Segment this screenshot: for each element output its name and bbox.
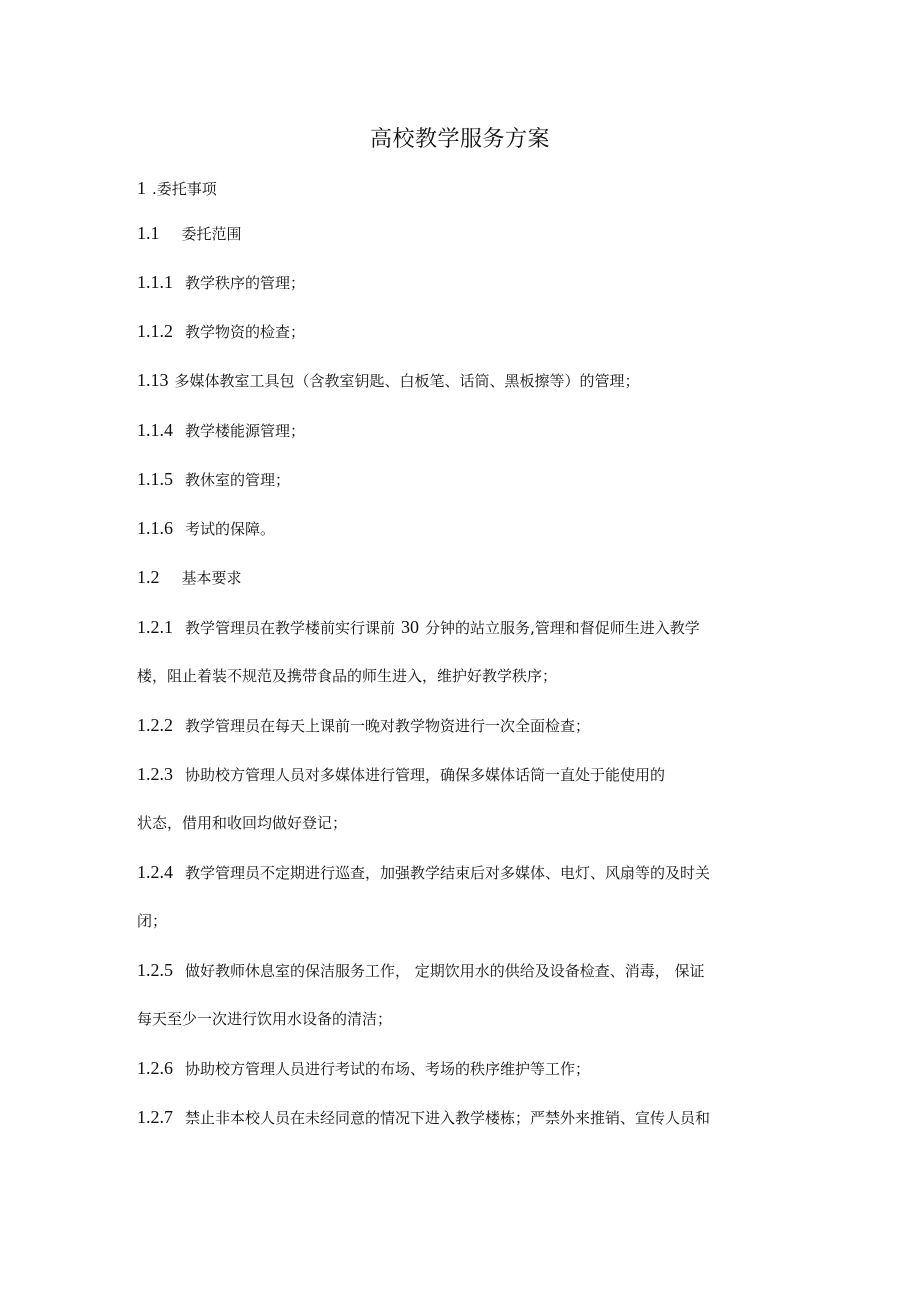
item-1-1-3 bbox=[137, 368, 787, 393]
item-text-continued: 分钟的站立服务,管理和督促师生进入教学 bbox=[425, 619, 700, 637]
item-text: 每天至少一次进行饮用水设备的清洁； bbox=[137, 1010, 393, 1028]
item-number: 1.1.2 bbox=[137, 321, 173, 341]
item-number: 1.1.6 bbox=[137, 518, 173, 538]
item-number: 1.1.4 bbox=[137, 420, 173, 440]
section-number: 1.1 bbox=[137, 223, 160, 243]
item-text: 闭； bbox=[137, 912, 168, 930]
item-text: 教学楼能源管理； bbox=[185, 422, 306, 440]
inline-number: 30 bbox=[401, 617, 420, 637]
item-text: 协助校方管理人员对多媒体进行管理，确保多媒体话筒一直处于能使用的 bbox=[185, 766, 666, 784]
item-1-2-4-continuation bbox=[137, 909, 787, 933]
item-1-2-2 bbox=[137, 713, 787, 738]
item-text: 协助校方管理人员进行考试的布场、考场的秩序维护等工作； bbox=[185, 1060, 591, 1078]
item-1-1-2 bbox=[137, 319, 787, 344]
section-number: 1.2 bbox=[137, 567, 160, 587]
item-1-2-3-continuation bbox=[137, 811, 787, 835]
item-text: 禁止非本校人员在未经同意的情况下进入教学楼栋；严禁外来推销、宣传人员和 bbox=[185, 1109, 711, 1127]
item-text: 状态，借用和收回均做好登记； bbox=[137, 814, 348, 832]
item-1-2-4 bbox=[137, 860, 787, 885]
item-text: 做好教师休息室的保洁服务工作， 定期饮用水的供给及设备检查、消毒， 保证 bbox=[185, 962, 705, 980]
item-text: 教学管理员不定期进行巡查，加强教学结束后对多媒体、电灯、风扇等的及时关 bbox=[185, 864, 711, 882]
item-number: 1.13 bbox=[137, 370, 169, 390]
item-1-2-5-continuation bbox=[137, 1007, 787, 1031]
item-1-2-3 bbox=[137, 762, 787, 787]
item-1-1-5 bbox=[137, 467, 787, 492]
item-number: 1.1.1 bbox=[137, 272, 173, 292]
item-number: 1.2.5 bbox=[137, 960, 173, 980]
item-1-2-5 bbox=[137, 958, 787, 983]
item-1-2-7 bbox=[137, 1105, 787, 1130]
item-1-1-4 bbox=[137, 418, 787, 443]
item-text: 考试的保障。 bbox=[185, 520, 276, 538]
item-1-2-1 bbox=[137, 615, 787, 640]
item-number: 1.2.3 bbox=[137, 764, 173, 784]
section-number: 1 bbox=[137, 178, 146, 198]
item-number: 1.2.6 bbox=[137, 1058, 173, 1078]
section-1-heading bbox=[137, 176, 787, 201]
item-number: 1.2.7 bbox=[137, 1107, 173, 1127]
item-text: 教学物资的检查； bbox=[185, 323, 306, 341]
page-title: 高校教学服务方案 bbox=[369, 127, 550, 152]
item-1-1-6 bbox=[137, 516, 787, 541]
item-text: 多媒体教室工具包（含教室钥匙、白板笔、话筒、黑板擦等）的管理； bbox=[174, 372, 640, 390]
section-1-1-heading bbox=[137, 221, 787, 246]
item-text: 教学管理员在每天上课前一晚对教学物资进行一次全面检查； bbox=[185, 717, 591, 735]
section-text: 基本要求 bbox=[181, 569, 242, 587]
section-text: .委托事项 bbox=[152, 180, 217, 198]
item-number: 1.1.5 bbox=[137, 469, 173, 489]
item-text: 教学秩序的管理； bbox=[185, 274, 306, 292]
item-1-2-1-continuation bbox=[137, 664, 787, 688]
item-text: 楼，阻止着装不规范及携带食品的师生进入，维护好教学秩序； bbox=[137, 667, 558, 685]
item-text: 教休室的管理； bbox=[185, 471, 291, 489]
item-number: 1.2.4 bbox=[137, 862, 173, 882]
item-1-2-6 bbox=[137, 1056, 787, 1081]
section-text: 委托范围 bbox=[181, 225, 242, 243]
section-1-2-heading bbox=[137, 565, 787, 590]
item-1-1-1 bbox=[137, 270, 787, 295]
item-number: 1.2.2 bbox=[137, 715, 173, 735]
item-number: 1.2.1 bbox=[137, 617, 173, 637]
item-text: 教学管理员在教学楼前实行课前 bbox=[185, 619, 396, 637]
